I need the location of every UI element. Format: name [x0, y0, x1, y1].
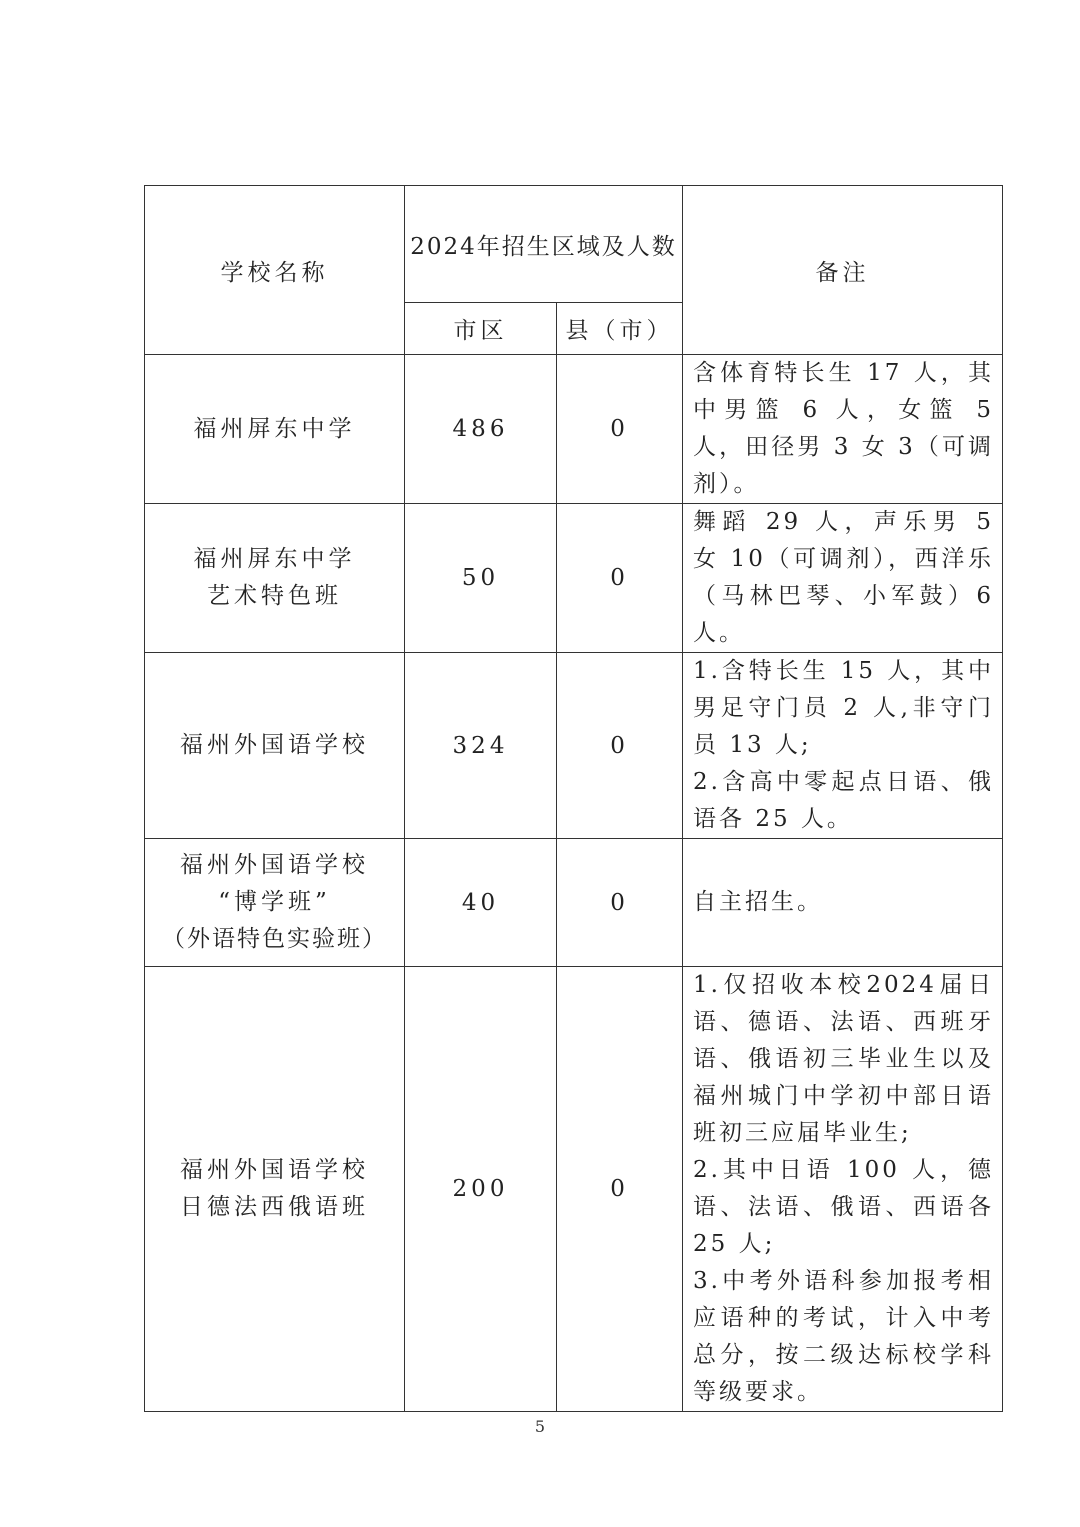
header-city: 市区	[405, 303, 557, 355]
city-count: 50	[405, 504, 557, 653]
table-row	[145, 504, 1003, 653]
city-count: 486	[405, 355, 557, 504]
school-name: 福州外国语学校	[180, 1157, 369, 1183]
header-enrollment-area: 2024年招生区域及人数	[405, 186, 683, 303]
city-count: 200	[405, 967, 557, 1412]
school-name: 福州屏东中学	[193, 546, 356, 572]
school-name-cell	[145, 967, 405, 1412]
county-count: 0	[557, 967, 683, 1412]
table-row	[145, 355, 1003, 504]
school-name: 福州外国语学校	[180, 852, 369, 878]
school-class-note: （外语特色实验班）	[162, 926, 387, 952]
school-class-name: 艺术特色班	[207, 583, 342, 609]
note-item: 2.含高中零起点日语、俄语各 25 人。	[693, 769, 995, 832]
enrollment-table	[144, 185, 1003, 1412]
header-school-name: 学校名称	[145, 186, 405, 355]
note-cell	[683, 653, 1003, 839]
note-cell	[683, 504, 1003, 653]
table-row	[145, 653, 1003, 839]
note-item: 3.中考外语科参加报考相应语种的考试，计入中考总分，按二级达标校学科等级要求。	[693, 1268, 995, 1405]
county-count: 0	[557, 653, 683, 839]
header-note: 备注	[683, 186, 1003, 355]
school-name: 福州外国语学校	[180, 732, 369, 758]
city-count: 40	[405, 839, 557, 967]
school-name-cell	[145, 355, 405, 504]
note-item: 1.仅招收本校2024届日语、德语、法语、西班牙语、俄语初三毕业生以及福州城门中学初中部日语班初三应届毕业生;	[693, 972, 995, 1146]
table-row	[145, 839, 1003, 967]
school-name: 福州屏东中学	[193, 415, 356, 442]
note-cell	[683, 967, 1003, 1412]
county-count: 0	[557, 839, 683, 967]
table-row	[145, 967, 1003, 1412]
note-cell	[683, 839, 1003, 967]
note-text: 自主招生。	[693, 889, 824, 915]
school-class-name: 日德法西俄语班	[180, 1194, 369, 1220]
header-county: 县（市）	[557, 303, 683, 355]
note-cell	[683, 355, 1003, 504]
school-name-cell	[145, 839, 405, 967]
note-text: 舞蹈 29 人，声乐男 5 女 10（可调剂），西洋乐（马林巴琴、小军鼓）6 人。	[693, 509, 995, 646]
city-count: 324	[405, 653, 557, 839]
school-class-name: “博学班”	[218, 889, 331, 915]
school-name-cell	[145, 653, 405, 839]
note-text: 含体育特长生 17 人，其中男篮 6 人，女篮 5 人，田径男 3 女 3（可调剂）。	[693, 360, 995, 497]
county-count: 0	[557, 504, 683, 653]
page-number: 5	[534, 1417, 546, 1436]
school-name-cell	[145, 504, 405, 653]
note-item: 2.其中日语 100 人，德语、法语、俄语、西语各 25 人;	[693, 1157, 995, 1257]
note-item: 1.含特长生 15 人，其中男足守门员 2 人,非守门员 13 人;	[693, 658, 995, 758]
county-count: 0	[557, 355, 683, 504]
